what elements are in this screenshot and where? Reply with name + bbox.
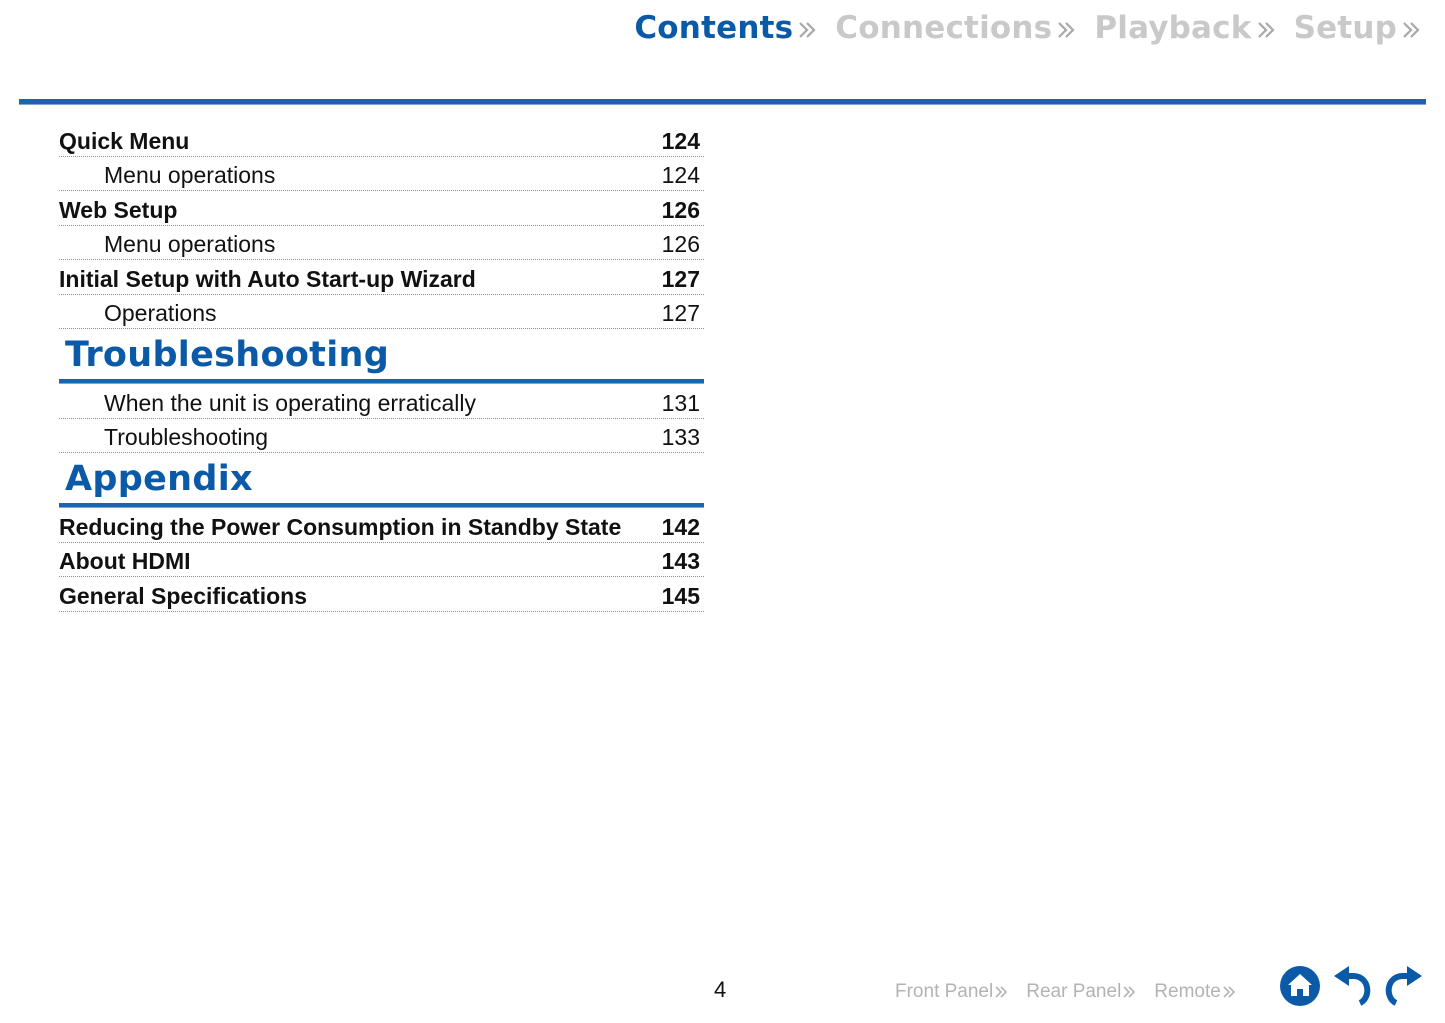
double-chevron-right-icon xyxy=(1401,18,1423,42)
nav-connections-label: Connections xyxy=(835,10,1053,46)
nav-contents-label: Contents xyxy=(634,10,794,46)
toc-row[interactable] xyxy=(59,295,704,330)
nav-connections[interactable] xyxy=(835,10,1078,46)
toc-row[interactable] xyxy=(59,543,704,578)
double-chevron-right-icon xyxy=(1056,18,1078,42)
double-chevron-right-icon xyxy=(994,983,1010,1001)
toc-row[interactable] xyxy=(59,260,704,295)
toc-page: 145 xyxy=(661,582,700,609)
footer-link-front-panel[interactable] xyxy=(895,981,1010,1003)
toc-row[interactable] xyxy=(59,226,704,261)
toc-page: 133 xyxy=(661,424,700,450)
toc-title: Web Setup xyxy=(59,196,178,223)
toc-row[interactable] xyxy=(59,191,704,226)
toc-page: 127 xyxy=(661,300,700,326)
footer-link-label: Rear Panel xyxy=(1026,981,1122,1002)
footer-link-label: Front Panel xyxy=(895,981,994,1002)
toc-title: Menu operations xyxy=(104,162,276,188)
toc-page: 126 xyxy=(661,196,700,223)
footer-link-label: Remote xyxy=(1154,981,1221,1002)
page-number: 4 xyxy=(714,977,727,1002)
toc-title: Troubleshooting xyxy=(104,424,269,450)
toc-page: 142 xyxy=(661,513,700,540)
double-chevron-right-icon xyxy=(1222,983,1238,1001)
double-chevron-right-icon xyxy=(797,18,819,42)
toc-row[interactable] xyxy=(59,384,704,419)
nav-setup[interactable] xyxy=(1294,10,1423,46)
footer-link-remote[interactable] xyxy=(1154,981,1238,1003)
nav-setup-label: Setup xyxy=(1293,10,1397,46)
section-appendix xyxy=(59,453,704,508)
table-of-contents xyxy=(59,122,704,612)
double-chevron-right-icon xyxy=(1122,983,1138,1001)
toc-title: Initial Setup with Auto Start-up Wizard xyxy=(59,265,476,292)
toc-row[interactable] xyxy=(59,157,704,192)
section-divider xyxy=(59,379,704,384)
forward-icon[interactable] xyxy=(1378,966,1426,1006)
toc-row[interactable] xyxy=(59,419,704,454)
footer-link-rear-panel[interactable] xyxy=(1026,981,1138,1003)
toc-page: 127 xyxy=(661,265,700,292)
double-chevron-right-icon xyxy=(1256,18,1278,42)
section-divider xyxy=(59,503,704,508)
toc-page: 124 xyxy=(661,127,700,154)
toc-title: Quick Menu xyxy=(59,127,190,154)
toc-title: General Specifications xyxy=(59,582,307,609)
section-heading[interactable]: Appendix xyxy=(65,459,253,499)
toc-title: About HDMI xyxy=(59,548,191,574)
footer-links xyxy=(895,981,1254,1003)
toc-page: 126 xyxy=(661,231,700,257)
toc-page: 131 xyxy=(661,389,700,416)
home-icon[interactable] xyxy=(1279,965,1321,1007)
toc-row[interactable] xyxy=(59,122,704,157)
toc-title: Operations xyxy=(104,300,217,326)
nav-playback[interactable] xyxy=(1094,10,1277,46)
toc-title: Reducing the Power Consumption in Standby State xyxy=(59,513,622,540)
section-heading[interactable]: Troubleshooting xyxy=(65,335,390,375)
header-divider xyxy=(19,99,1426,105)
toc-page: 124 xyxy=(661,162,700,188)
top-navigation xyxy=(618,10,1423,46)
toc-title: When the unit is operating erratically xyxy=(104,389,477,416)
toc-row[interactable] xyxy=(59,508,704,543)
section-troubleshooting xyxy=(59,329,704,384)
toc-page: 143 xyxy=(661,548,700,574)
toc-title: Menu operations xyxy=(104,231,276,257)
nav-playback-label: Playback xyxy=(1094,10,1252,46)
back-icon[interactable] xyxy=(1330,966,1378,1006)
toc-row[interactable] xyxy=(59,577,704,612)
nav-contents[interactable] xyxy=(634,10,819,46)
